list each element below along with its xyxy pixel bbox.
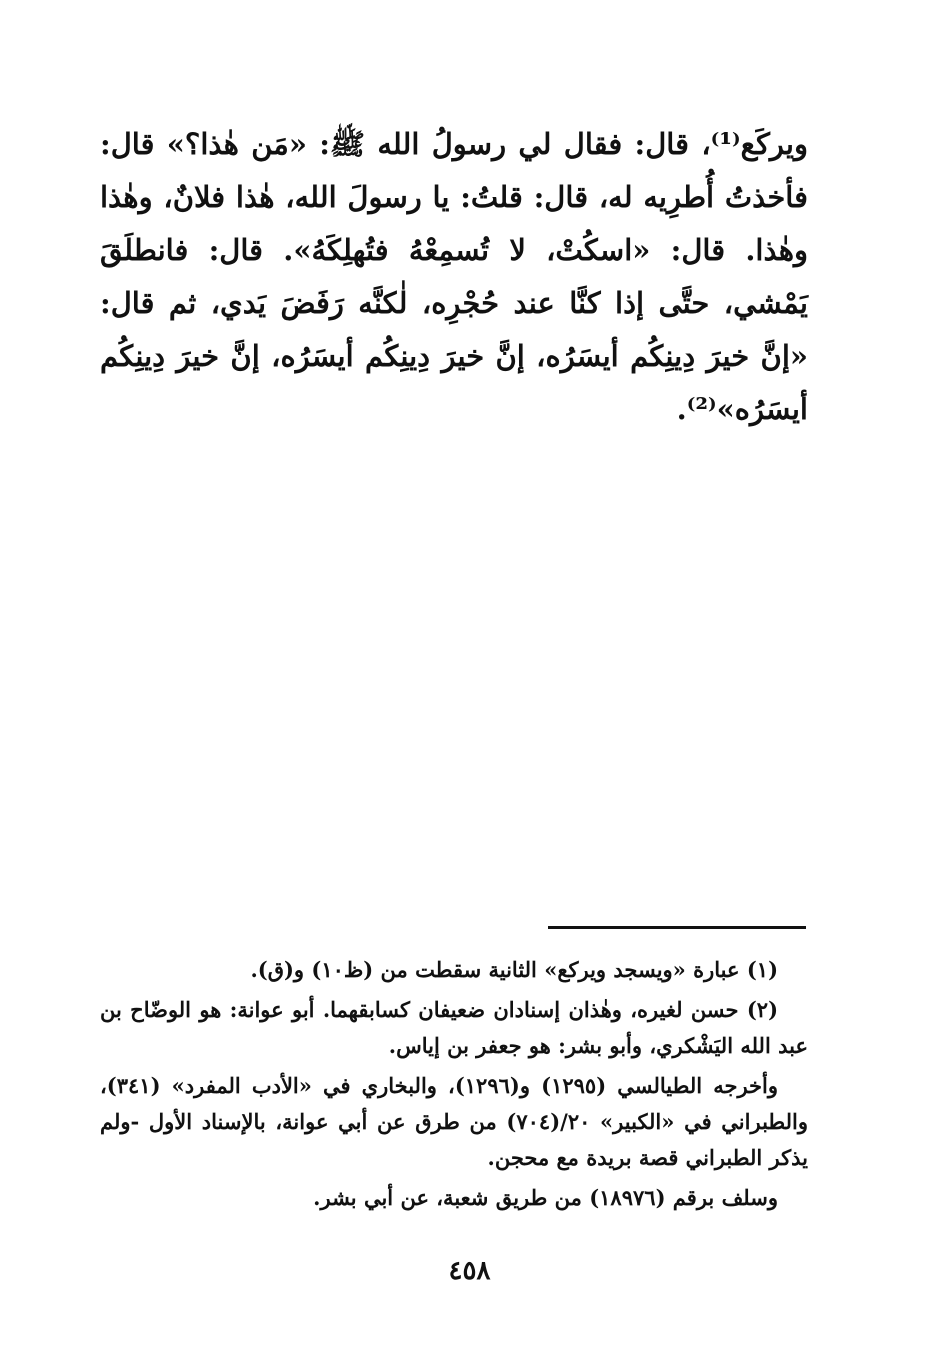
footnote-2-continuation: وأخرجه الطيالسي (١٢٩٥) و(١٢٩٦)، والبخاري في «الأدب المفرد» (٣٤١)، والطبراني في «الكبير» ٢٠/(٧٠٤) من طرق عن أبي عوانة، بالإسناد الأول -ولم يذكر الطبراني قصة بريدة مع محجن. bbox=[100, 1073, 809, 1170]
footnote-2: (٢) حسن لغيره، وهٰذان إسنادان ضعيفان كسابقهما. أبو عوانة: هو الوضّاح بن عبد الله اليَشْكري، وأبو بشر: هو جعفر بن إياس. bbox=[100, 997, 808, 1058]
main-text-paragraph: ويركَع⁽¹⁾، قال: فقال لي رسولُ الله ﷺ: «مَن هٰذا؟» قال: فأخذتُ أُطرِيه له، قال: قلتُ: يا رسولَ الله، هٰذا فلانٌ، وهٰذا وهٰذا. قال: «اسكُتْ، لا تُسمِعْهُ فتُهلِكَهُ». قال: فانطلَقَ يَمْشي، حتَّى إذا كنَّا عند حُجْرِه، لٰكنَّه رَفَضَ يَدي، ثم قال: «إنَّ خيرَ دِينِكُم أيسَرُه، إنَّ خيرَ دِينِكُم أيسَرُه، إنَّ خيرَ دِينِكُم أيسَرُه»⁽²⁾. bbox=[100, 127, 808, 426]
footnote-2-final: وسلف برقم (١٨٩٧٦) من طريق شعبة، عن أبي بشر. bbox=[313, 1185, 778, 1210]
footnote-separator bbox=[548, 926, 806, 929]
footnotes-section bbox=[100, 952, 808, 1216]
page-number: ٤٥٨ bbox=[448, 1256, 491, 1286]
footnote-1: (١) عبارة «ويسجد ويركع» الثانية سقطت من (ظ١٠) و(ق). bbox=[250, 957, 778, 982]
